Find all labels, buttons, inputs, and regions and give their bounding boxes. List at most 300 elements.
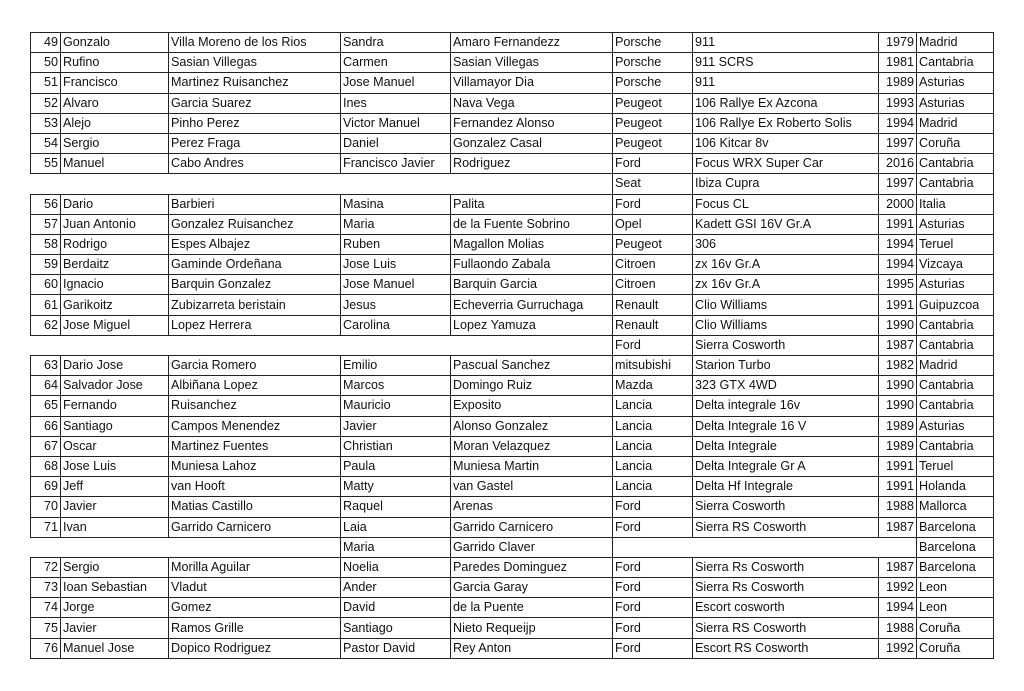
car-model-cell: Sierra RS Cosworth	[693, 618, 879, 638]
driver-first-name-cell: Rodrigo	[61, 234, 169, 254]
table-row	[31, 557, 994, 577]
entry-number-cell: 60	[31, 275, 61, 295]
driver-surname-cell: van Hooft	[169, 477, 341, 497]
car-make-cell: Lancia	[613, 396, 693, 416]
car-make-cell: Lancia	[613, 456, 693, 476]
driver-first-name-cell: Rufino	[61, 53, 169, 73]
region-cell: Mallorca	[917, 497, 994, 517]
year-cell: 1989	[879, 73, 917, 93]
year-cell: 1991	[879, 477, 917, 497]
car-make-cell: Renault	[613, 295, 693, 315]
driver-surname-cell: Matias Castillo	[169, 497, 341, 517]
driver-surname-cell: Barquin Gonzalez	[169, 275, 341, 295]
car-make-cell: Ford	[613, 497, 693, 517]
entry-number-cell: 61	[31, 295, 61, 315]
car-model-cell: Clio Williams	[693, 315, 879, 335]
car-make-cell: Ford	[613, 194, 693, 214]
region-cell: Teruel	[917, 234, 994, 254]
entry-number-cell: 74	[31, 598, 61, 618]
region-cell: Vizcaya	[917, 255, 994, 275]
entry-number-cell: 56	[31, 194, 61, 214]
entry-number-cell: 66	[31, 416, 61, 436]
codriver-first-name-cell: Francisco Javier	[341, 154, 451, 174]
driver-first-name-cell: Sergio	[61, 557, 169, 577]
car-make-cell: Peugeot	[613, 113, 693, 133]
car-model-cell: 306	[693, 234, 879, 254]
region-cell: Asturias	[917, 214, 994, 234]
region-cell: Asturias	[917, 73, 994, 93]
car-model-cell: Delta Integrale Gr A	[693, 456, 879, 476]
car-model-cell: Clio Williams	[693, 295, 879, 315]
driver-first-name-cell: Juan Antonio	[61, 214, 169, 234]
year-cell: 1995	[879, 275, 917, 295]
car-make-cell: Lancia	[613, 477, 693, 497]
car-make-cell: Ford	[613, 517, 693, 537]
table-row	[31, 598, 994, 618]
car-make-cell: Citroen	[613, 275, 693, 295]
codriver-surname-cell: Paredes Dominguez	[451, 557, 613, 577]
year-cell: 1987	[879, 557, 917, 577]
codriver-first-name-cell: Jesus	[341, 295, 451, 315]
car-make-cell: Ford	[613, 154, 693, 174]
driver-surname-cell: Sasian Villegas	[169, 53, 341, 73]
table-row	[31, 578, 994, 598]
empty-cell	[613, 537, 917, 557]
empty-cell	[31, 537, 341, 557]
car-make-cell: Porsche	[613, 73, 693, 93]
driver-surname-cell: Perez Fraga	[169, 133, 341, 153]
year-cell: 1992	[879, 578, 917, 598]
year-cell: 1981	[879, 53, 917, 73]
driver-first-name-cell: Jose Luis	[61, 456, 169, 476]
driver-surname-cell: Garcia Suarez	[169, 93, 341, 113]
codriver-first-name-cell: Santiago	[341, 618, 451, 638]
entry-number-cell: 57	[31, 214, 61, 234]
driver-first-name-cell: Ivan	[61, 517, 169, 537]
year-cell: 1994	[879, 113, 917, 133]
table-row	[31, 537, 994, 557]
year-cell: 1990	[879, 396, 917, 416]
codriver-surname-cell: Pascual Sanchez	[451, 356, 613, 376]
year-cell: 1997	[879, 133, 917, 153]
year-cell: 1988	[879, 618, 917, 638]
entry-number-cell: 69	[31, 477, 61, 497]
table-row	[31, 396, 994, 416]
table-row	[31, 295, 994, 315]
car-model-cell: Delta Hf Integrale	[693, 477, 879, 497]
driver-surname-cell: Garrido Carnicero	[169, 517, 341, 537]
region-cell: Coruña	[917, 133, 994, 153]
table-row	[31, 618, 994, 638]
region-cell: Cantabria	[917, 315, 994, 335]
region-cell: Cantabria	[917, 376, 994, 396]
table-row	[31, 416, 994, 436]
codriver-surname-cell: Rey Anton	[451, 638, 613, 658]
codriver-first-name-cell: Emilio	[341, 356, 451, 376]
entry-number-cell: 58	[31, 234, 61, 254]
codriver-first-name-cell: Pastor David	[341, 638, 451, 658]
entry-number-cell: 76	[31, 638, 61, 658]
table-row	[31, 174, 994, 194]
car-make-cell: Ford	[613, 335, 693, 355]
table-row	[31, 73, 994, 93]
driver-surname-cell: Espes Albajez	[169, 234, 341, 254]
car-model-cell: Focus CL	[693, 194, 879, 214]
table-row	[31, 497, 994, 517]
driver-first-name-cell: Ignacio	[61, 275, 169, 295]
car-model-cell: Delta integrale 16v	[693, 396, 879, 416]
car-make-cell: Ford	[613, 618, 693, 638]
year-cell: 1990	[879, 376, 917, 396]
driver-first-name-cell: Manuel Jose	[61, 638, 169, 658]
entry-number-cell: 75	[31, 618, 61, 638]
region-cell: Teruel	[917, 456, 994, 476]
driver-surname-cell: Morilla Aguilar	[169, 557, 341, 577]
table-row	[31, 234, 994, 254]
entry-number-cell: 70	[31, 497, 61, 517]
region-cell: Asturias	[917, 416, 994, 436]
entry-number-cell: 67	[31, 436, 61, 456]
car-model-cell: Kadett GSI 16V Gr.A	[693, 214, 879, 234]
region-cell: Barcelona	[917, 557, 994, 577]
year-cell: 1991	[879, 295, 917, 315]
codriver-surname-cell: Fernandez Alonso	[451, 113, 613, 133]
driver-surname-cell: Pinho Perez	[169, 113, 341, 133]
region-cell: Asturias	[917, 275, 994, 295]
driver-surname-cell: Vladut	[169, 578, 341, 598]
table-row	[31, 154, 994, 174]
table-row	[31, 477, 994, 497]
driver-first-name-cell: Ioan Sebastian	[61, 578, 169, 598]
region-cell: Cantabria	[917, 436, 994, 456]
codriver-first-name-cell: Victor Manuel	[341, 113, 451, 133]
driver-surname-cell: Gonzalez Ruisanchez	[169, 214, 341, 234]
entry-number-cell: 65	[31, 396, 61, 416]
car-model-cell: Ibiza Cupra	[693, 174, 879, 194]
car-model-cell: 106 Kitcar 8v	[693, 133, 879, 153]
codriver-surname-cell: Palita	[451, 194, 613, 214]
codriver-first-name-cell: Raquel	[341, 497, 451, 517]
table-row	[31, 436, 994, 456]
codriver-surname-cell: Garrido Claver	[451, 537, 613, 557]
codriver-first-name-cell: Carolina	[341, 315, 451, 335]
year-cell: 1988	[879, 497, 917, 517]
entry-number-cell: 73	[31, 578, 61, 598]
codriver-surname-cell: Muniesa Martin	[451, 456, 613, 476]
entry-number-cell: 62	[31, 315, 61, 335]
table-row	[31, 376, 994, 396]
driver-surname-cell: Barbieri	[169, 194, 341, 214]
table-body	[31, 33, 994, 659]
codriver-surname-cell: Domingo Ruiz	[451, 376, 613, 396]
year-cell: 1979	[879, 33, 917, 53]
driver-first-name-cell: Fernando	[61, 396, 169, 416]
codriver-first-name-cell: Jose Manuel	[341, 275, 451, 295]
year-cell: 1997	[879, 174, 917, 194]
codriver-first-name-cell: Noelia	[341, 557, 451, 577]
driver-first-name-cell: Sergio	[61, 133, 169, 153]
year-cell: 1989	[879, 436, 917, 456]
table-row	[31, 517, 994, 537]
driver-first-name-cell: Gonzalo	[61, 33, 169, 53]
driver-first-name-cell: Manuel	[61, 154, 169, 174]
car-model-cell: Escort RS Cosworth	[693, 638, 879, 658]
codriver-first-name-cell: Jose Manuel	[341, 73, 451, 93]
codriver-surname-cell: Nieto Requeijp	[451, 618, 613, 638]
car-make-cell: Ford	[613, 638, 693, 658]
driver-surname-cell: Gaminde Ordeñana	[169, 255, 341, 275]
region-cell: Barcelona	[917, 517, 994, 537]
year-cell: 1991	[879, 214, 917, 234]
codriver-surname-cell: Lopez Yamuza	[451, 315, 613, 335]
car-make-cell: Porsche	[613, 33, 693, 53]
car-make-cell: Lancia	[613, 436, 693, 456]
driver-first-name-cell: Alvaro	[61, 93, 169, 113]
codriver-first-name-cell: Maria	[341, 537, 451, 557]
driver-surname-cell: Ruisanchez	[169, 396, 341, 416]
codriver-surname-cell: van Gastel	[451, 477, 613, 497]
driver-first-name-cell: Dario	[61, 194, 169, 214]
driver-surname-cell: Ramos Grille	[169, 618, 341, 638]
car-model-cell: Sierra Cosworth	[693, 335, 879, 355]
codriver-surname-cell: Alonso Gonzalez	[451, 416, 613, 436]
car-model-cell: Starion Turbo	[693, 356, 879, 376]
region-cell: Cantabria	[917, 154, 994, 174]
car-model-cell: 911 SCRS	[693, 53, 879, 73]
year-cell: 1994	[879, 598, 917, 618]
codriver-surname-cell: Garcia Garay	[451, 578, 613, 598]
empty-cell	[31, 335, 613, 355]
codriver-surname-cell: Villamayor Dia	[451, 73, 613, 93]
codriver-surname-cell: Sasian Villegas	[451, 53, 613, 73]
driver-first-name-cell: Alejo	[61, 113, 169, 133]
codriver-surname-cell: Nava Vega	[451, 93, 613, 113]
year-cell: 1992	[879, 638, 917, 658]
car-make-cell: Citroen	[613, 255, 693, 275]
codriver-first-name-cell: Javier	[341, 416, 451, 436]
year-cell: 1991	[879, 456, 917, 476]
driver-first-name-cell: Francisco	[61, 73, 169, 93]
year-cell: 1994	[879, 234, 917, 254]
codriver-first-name-cell: Mauricio	[341, 396, 451, 416]
driver-surname-cell: Zubizarreta beristain	[169, 295, 341, 315]
table-row	[31, 456, 994, 476]
codriver-first-name-cell: Sandra	[341, 33, 451, 53]
driver-surname-cell: Cabo Andres	[169, 154, 341, 174]
driver-first-name-cell: Garikoitz	[61, 295, 169, 315]
codriver-surname-cell: Magallon Molias	[451, 234, 613, 254]
table-row	[31, 214, 994, 234]
codriver-surname-cell: Garrido Carnicero	[451, 517, 613, 537]
year-cell: 1993	[879, 93, 917, 113]
entry-number-cell: 63	[31, 356, 61, 376]
car-model-cell: 106 Rallye Ex Azcona	[693, 93, 879, 113]
codriver-first-name-cell: Carmen	[341, 53, 451, 73]
codriver-first-name-cell: Paula	[341, 456, 451, 476]
driver-surname-cell: Gomez	[169, 598, 341, 618]
car-model-cell: 106 Rallye Ex Roberto Solis	[693, 113, 879, 133]
codriver-first-name-cell: Marcos	[341, 376, 451, 396]
car-make-cell: Seat	[613, 174, 693, 194]
driver-surname-cell: Campos Menendez	[169, 416, 341, 436]
car-make-cell: mitsubishi	[613, 356, 693, 376]
entry-number-cell: 50	[31, 53, 61, 73]
region-cell: Coruña	[917, 618, 994, 638]
codriver-surname-cell: Echeverria Gurruchaga	[451, 295, 613, 315]
codriver-first-name-cell: Matty	[341, 477, 451, 497]
table-row	[31, 194, 994, 214]
driver-surname-cell: Lopez Herrera	[169, 315, 341, 335]
car-make-cell: Ford	[613, 557, 693, 577]
entry-number-cell: 72	[31, 557, 61, 577]
region-cell: Madrid	[917, 33, 994, 53]
table-row	[31, 356, 994, 376]
car-make-cell: Peugeot	[613, 133, 693, 153]
car-make-cell: Lancia	[613, 416, 693, 436]
car-model-cell: Sierra Rs Cosworth	[693, 578, 879, 598]
driver-first-name-cell: Salvador Jose	[61, 376, 169, 396]
table-row	[31, 33, 994, 53]
year-cell: 1990	[879, 315, 917, 335]
region-cell: Holanda	[917, 477, 994, 497]
region-cell: Leon	[917, 578, 994, 598]
codriver-first-name-cell: Jose Luis	[341, 255, 451, 275]
region-cell: Asturias	[917, 93, 994, 113]
region-cell: Cantabria	[917, 335, 994, 355]
car-model-cell: 911	[693, 73, 879, 93]
year-cell: 1987	[879, 335, 917, 355]
entry-number-cell: 55	[31, 154, 61, 174]
region-cell: Coruña	[917, 638, 994, 658]
region-cell: Guipuzcoa	[917, 295, 994, 315]
car-make-cell: Ford	[613, 578, 693, 598]
driver-surname-cell: Villa Moreno de los Rios	[169, 33, 341, 53]
driver-first-name-cell: Javier	[61, 618, 169, 638]
driver-surname-cell: Martinez Fuentes	[169, 436, 341, 456]
driver-first-name-cell: Jose Miguel	[61, 315, 169, 335]
codriver-surname-cell: Barquin Garcia	[451, 275, 613, 295]
car-model-cell: 323 GTX 4WD	[693, 376, 879, 396]
table-row	[31, 255, 994, 275]
entry-number-cell: 49	[31, 33, 61, 53]
entry-list-table	[30, 32, 994, 659]
driver-first-name-cell: Berdaitz	[61, 255, 169, 275]
driver-surname-cell: Martinez Ruisanchez	[169, 73, 341, 93]
car-make-cell: Renault	[613, 315, 693, 335]
codriver-surname-cell: Exposito	[451, 396, 613, 416]
year-cell: 2016	[879, 154, 917, 174]
entry-number-cell: 71	[31, 517, 61, 537]
codriver-first-name-cell: Maria	[341, 214, 451, 234]
codriver-surname-cell: Arenas	[451, 497, 613, 517]
car-make-cell: Mazda	[613, 376, 693, 396]
driver-first-name-cell: Dario Jose	[61, 356, 169, 376]
table-row	[31, 315, 994, 335]
codriver-surname-cell: Rodriguez	[451, 154, 613, 174]
empty-cell	[31, 174, 613, 194]
codriver-surname-cell: Moran Velazquez	[451, 436, 613, 456]
entry-number-cell: 64	[31, 376, 61, 396]
car-model-cell: Delta Integrale	[693, 436, 879, 456]
car-make-cell: Ford	[613, 598, 693, 618]
entry-number-cell: 59	[31, 255, 61, 275]
entry-number-cell: 54	[31, 133, 61, 153]
codriver-first-name-cell: Laia	[341, 517, 451, 537]
codriver-surname-cell: Fullaondo Zabala	[451, 255, 613, 275]
region-cell: Leon	[917, 598, 994, 618]
codriver-surname-cell: Gonzalez Casal	[451, 133, 613, 153]
codriver-first-name-cell: David	[341, 598, 451, 618]
codriver-first-name-cell: Ruben	[341, 234, 451, 254]
codriver-first-name-cell: Ines	[341, 93, 451, 113]
year-cell: 2000	[879, 194, 917, 214]
car-make-cell: Porsche	[613, 53, 693, 73]
car-model-cell: 911	[693, 33, 879, 53]
driver-surname-cell: Dopico Rodriguez	[169, 638, 341, 658]
car-model-cell: Delta Integrale 16 V	[693, 416, 879, 436]
region-cell: Madrid	[917, 113, 994, 133]
table-row	[31, 275, 994, 295]
codriver-surname-cell: Amaro Fernandezz	[451, 33, 613, 53]
car-make-cell: Peugeot	[613, 234, 693, 254]
year-cell: 1994	[879, 255, 917, 275]
table-row	[31, 113, 994, 133]
codriver-first-name-cell: Christian	[341, 436, 451, 456]
car-model-cell: zx 16v Gr.A	[693, 255, 879, 275]
codriver-surname-cell: de la Fuente Sobrino	[451, 214, 613, 234]
car-model-cell: Focus WRX Super Car	[693, 154, 879, 174]
codriver-first-name-cell: Masina	[341, 194, 451, 214]
entry-number-cell: 68	[31, 456, 61, 476]
codriver-first-name-cell: Daniel	[341, 133, 451, 153]
car-model-cell: zx 16v Gr.A	[693, 275, 879, 295]
codriver-first-name-cell: Ander	[341, 578, 451, 598]
table-row	[31, 53, 994, 73]
region-cell: Cantabria	[917, 174, 994, 194]
driver-first-name-cell: Oscar	[61, 436, 169, 456]
driver-first-name-cell: Javier	[61, 497, 169, 517]
driver-surname-cell: Garcia Romero	[169, 356, 341, 376]
entry-number-cell: 53	[31, 113, 61, 133]
table-row	[31, 93, 994, 113]
driver-surname-cell: Albiñana Lopez	[169, 376, 341, 396]
driver-surname-cell: Muniesa Lahoz	[169, 456, 341, 476]
car-make-cell: Opel	[613, 214, 693, 234]
entry-number-cell: 51	[31, 73, 61, 93]
codriver-surname-cell: de la Puente	[451, 598, 613, 618]
region-cell: Cantabria	[917, 396, 994, 416]
car-model-cell: Sierra Rs Cosworth	[693, 557, 879, 577]
car-make-cell: Peugeot	[613, 93, 693, 113]
car-model-cell: Escort cosworth	[693, 598, 879, 618]
table-row	[31, 638, 994, 658]
region-cell: Barcelona	[917, 537, 994, 557]
car-model-cell: Sierra Cosworth	[693, 497, 879, 517]
year-cell: 1989	[879, 416, 917, 436]
car-model-cell: Sierra RS Cosworth	[693, 517, 879, 537]
region-cell: Cantabria	[917, 53, 994, 73]
driver-first-name-cell: Santiago	[61, 416, 169, 436]
driver-first-name-cell: Jorge	[61, 598, 169, 618]
region-cell: Italia	[917, 194, 994, 214]
driver-first-name-cell: Jeff	[61, 477, 169, 497]
year-cell: 1987	[879, 517, 917, 537]
table-row	[31, 133, 994, 153]
entry-number-cell: 52	[31, 93, 61, 113]
year-cell: 1982	[879, 356, 917, 376]
table-row	[31, 335, 994, 355]
region-cell: Madrid	[917, 356, 994, 376]
